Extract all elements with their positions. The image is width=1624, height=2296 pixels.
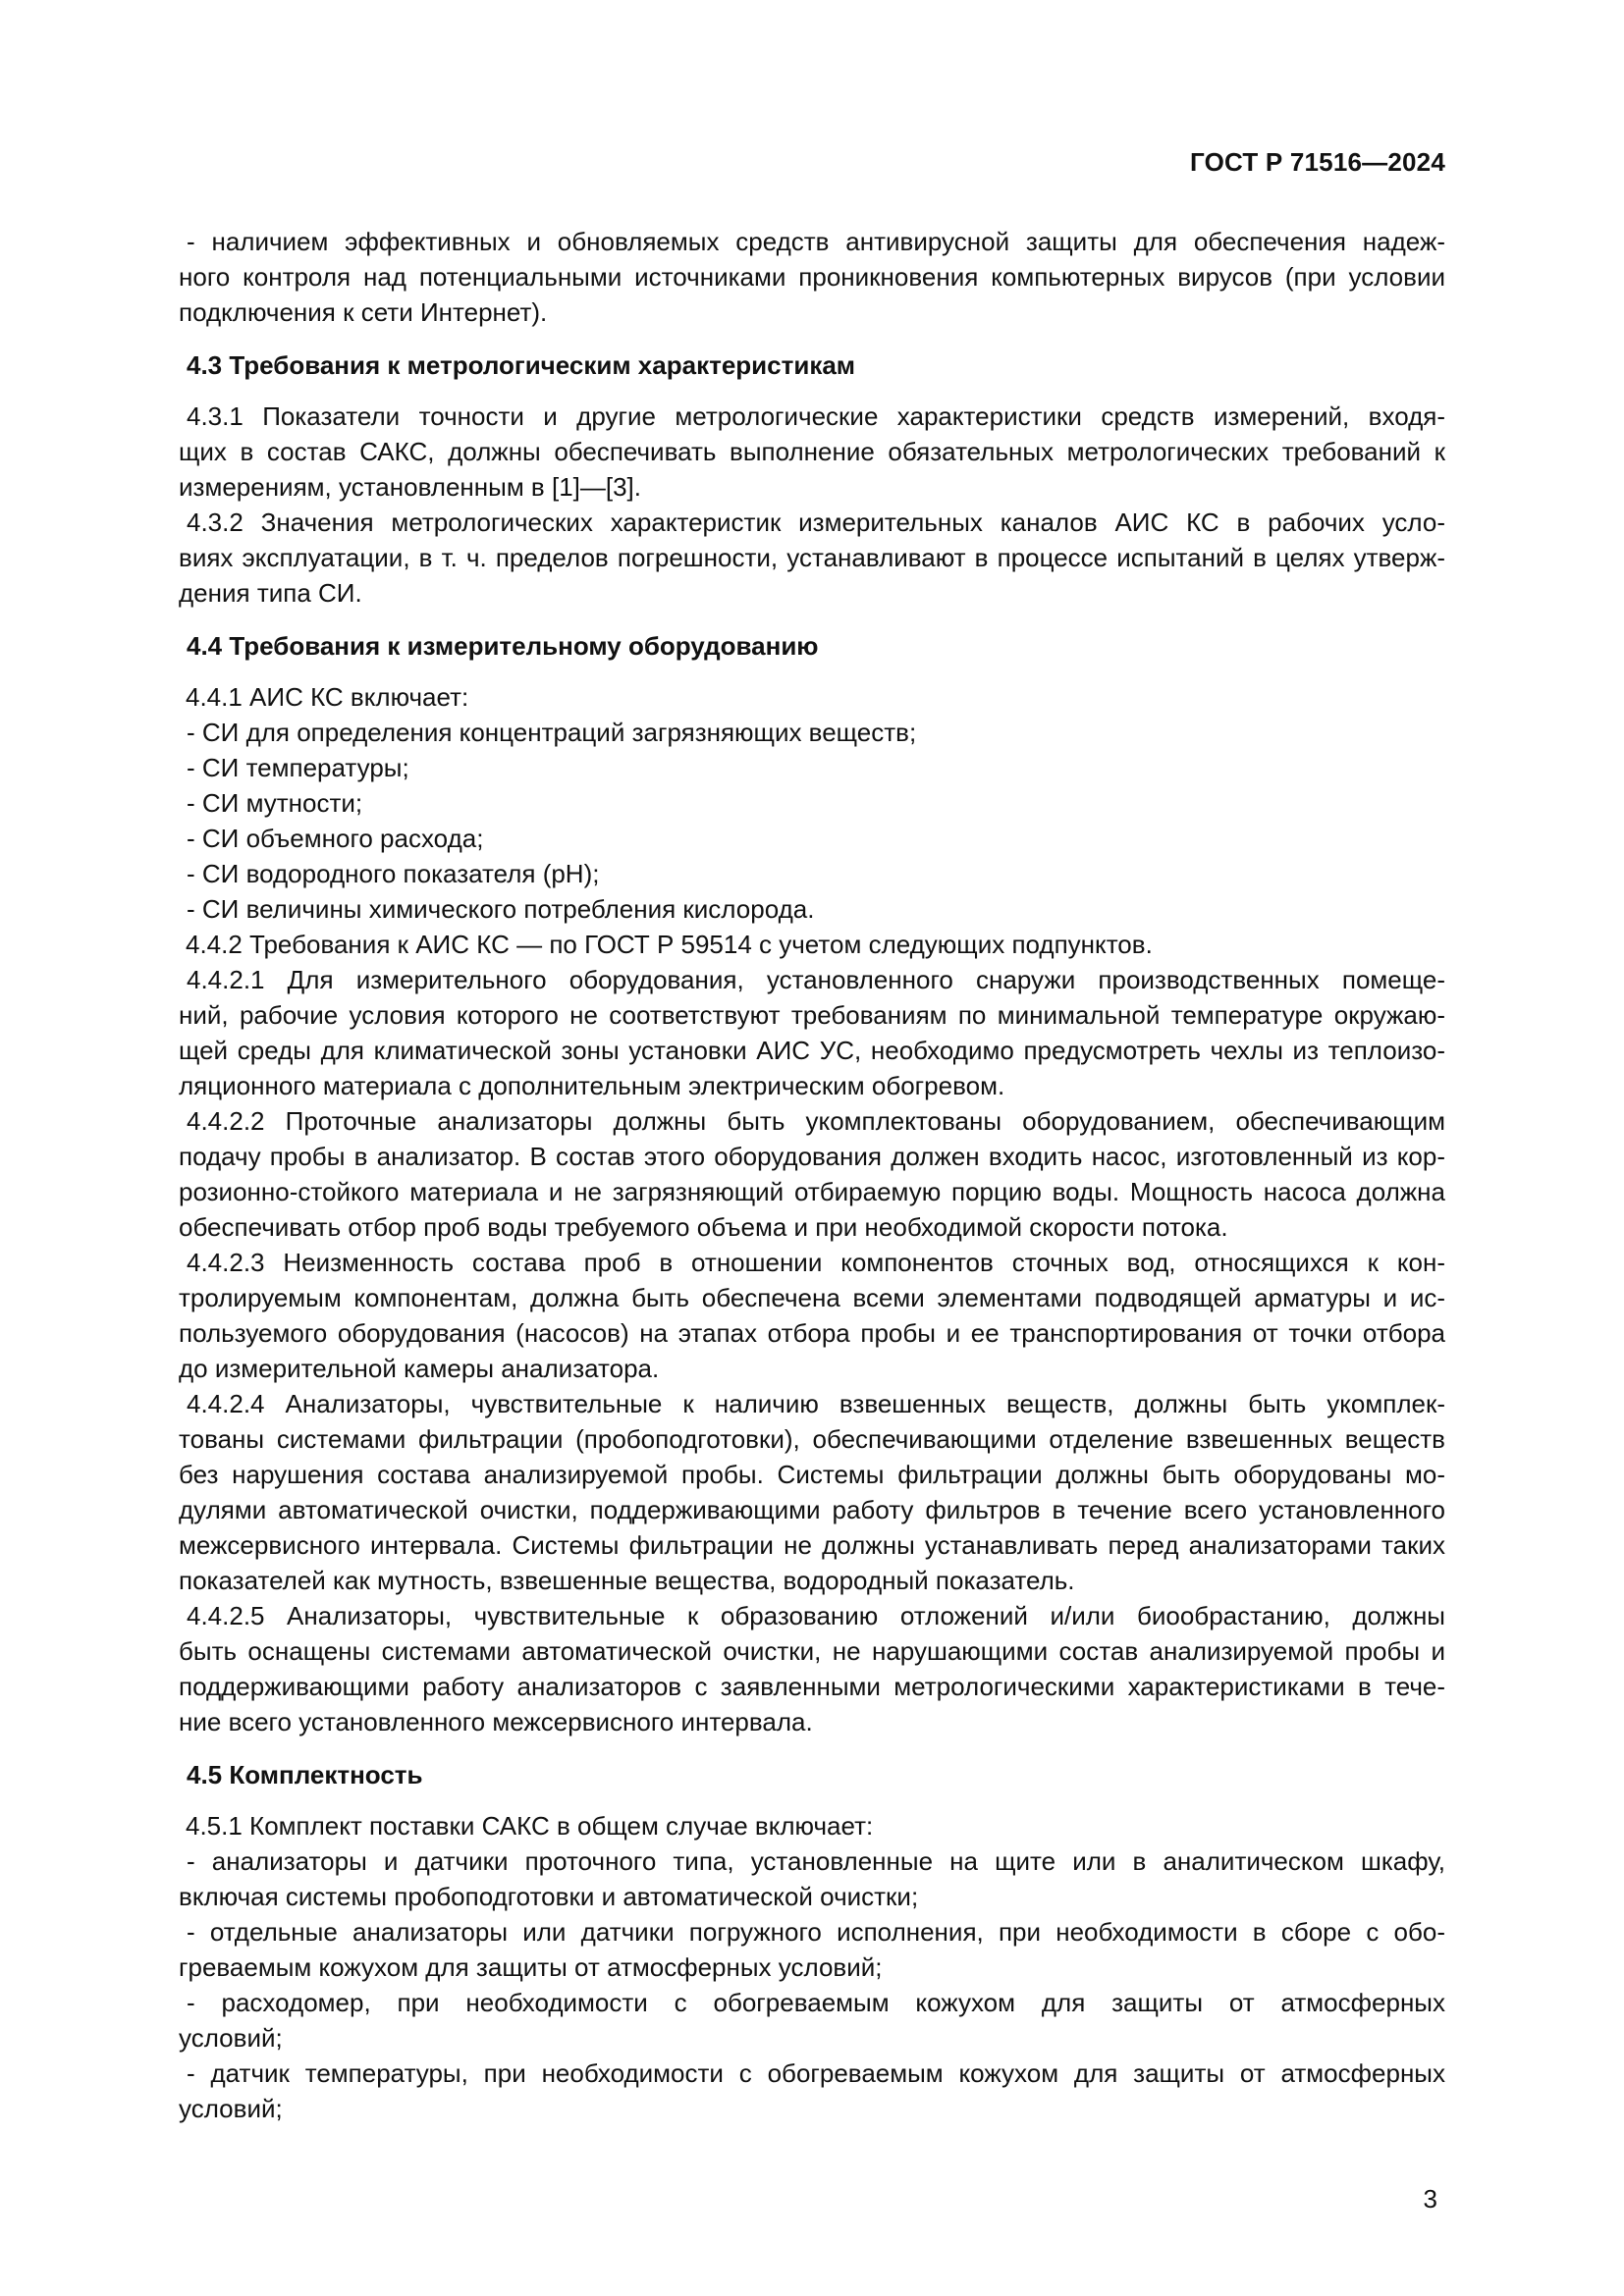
text-line: 4.4.2.2 Проточные анализаторы должны быть укомплектованы оборудованием, обеспечивающим: [187, 1106, 1445, 1136]
text-line: подключения к сети Интернет).: [179, 297, 548, 327]
text-line: включая системы пробоподготовки и автоматической очистки;: [179, 1882, 919, 1911]
text-line: условий;: [179, 2094, 283, 2123]
list-item: - СИ для определения концентраций загрязняющих веществ;: [187, 718, 917, 747]
text-line: виях эксплуатации, в т. ч. пределов погрешности, устанавливают в процессе испытаний в целях утверж-: [179, 543, 1445, 572]
text-line: быть оснащены системами автоматической очистки, не нарушающими состав анализируемой пробы и: [179, 1636, 1445, 1666]
text-line: - анализаторы и датчики проточного типа, установленные на щите или в аналитическом шкафу,: [187, 1846, 1445, 1876]
text-line: пользуемого оборудования (насосов) на этапах отбора пробы и ее транспортирования от точки отбора: [179, 1318, 1445, 1348]
text-line: ного контроля над потенциальными источниками проникновения компьютерных вирусов (при условии: [179, 262, 1445, 292]
list-item: - СИ объемного расхода;: [187, 824, 484, 853]
text-line: розионно-стойкого материала и не загрязняющий отбираемую порцию воды. Мощность насоса должна: [179, 1177, 1445, 1206]
text-line: поддерживающими работу анализаторов с заявленными метрологическими характеристиками в тече-: [179, 1672, 1445, 1701]
text-line: условий;: [179, 2023, 283, 2053]
document-number: ГОСТ Р 71516—2024: [1190, 147, 1445, 177]
list-item-flowmeter: [179, 1985, 1445, 2056]
text-line: без нарушения состава анализируемой пробы. Системы фильтрации должны быть оборудованы мо-: [179, 1460, 1445, 1489]
text-line: - отдельные анализаторы или датчики погружного исполнения, при необходимости в сборе с обо-: [187, 1917, 1445, 1947]
paragraph-4-3-2: [179, 505, 1445, 611]
text-line: ние всего установленного межсервисного интервала.: [179, 1707, 813, 1736]
paragraph-4-5-1: 4.5.1 Комплект поставки САКС в общем случае включает:: [186, 1811, 874, 1841]
text-line: 4.4.2.4 Анализаторы, чувствительные к наличию взвешенных веществ, должны быть укомплек-: [187, 1389, 1445, 1418]
text-line: щих в состав САКС, должны обеспечивать выполнение обязательных метрологических требований к: [179, 437, 1445, 466]
paragraph-4-4-2-5: [179, 1598, 1445, 1739]
list-item-flow-analyzers: [179, 1843, 1445, 1914]
list-item: - СИ величины химического потребления кислорода.: [187, 894, 815, 924]
text-line: обеспечивать отбор проб воды требуемого объема и при необходимой скорости потока.: [179, 1212, 1228, 1242]
text-line: ляционного материала с дополнительным электрическим обогревом.: [179, 1071, 1005, 1100]
text-line: греваемым кожухом для защиты от атмосферных условий;: [179, 1952, 883, 1982]
paragraph-4-4-2-2: [179, 1103, 1445, 1245]
section-heading-4-3: 4.3 Требования к метрологическим характеристикам: [187, 350, 856, 380]
text-line: 4.3.2 Значения метрологических характеристик измерительных каналов АИС КС в рабочих усло-: [187, 507, 1445, 537]
text-line: измерениям, установленным в [1]—[3].: [179, 472, 642, 502]
paragraph-4-4-2-4: [179, 1386, 1445, 1598]
text-line: - наличием эффективных и обновляемых средств антивирусной защиты для обеспечения надеж-: [187, 227, 1445, 256]
page-number: 3: [1423, 2184, 1437, 2214]
text-line: - расходомер, при необходимости с обогреваемым кожухом для защиты от атмосферных: [187, 1988, 1445, 2017]
paragraph-4-4-2: 4.4.2 Требования к АИС КС — по ГОСТ Р 59514 с учетом следующих подпунктов.: [186, 930, 1153, 959]
list-item: - СИ мутности;: [187, 788, 363, 818]
paragraph-4-4-2-3: [179, 1245, 1445, 1386]
text-line: показателей как мутность, взвешенные вещества, водородный показатель.: [179, 1566, 1075, 1595]
text-line: подачу пробы в анализатор. В состав этого оборудования должен входить насос, изготовленный из кор-: [179, 1142, 1445, 1171]
text-line: тованы системами фильтрации (пробоподготовки), обеспечивающими отделение взвешенных веществ: [179, 1424, 1445, 1454]
text-line: щей среды для климатической зоны установки АИС УС, необходимо предусмотреть чехлы из теплоизо-: [179, 1036, 1445, 1065]
document-body: [179, 224, 1445, 2126]
list-item: - СИ водородного показателя (pH);: [187, 859, 600, 888]
list-item-temperature-sensor: [179, 2056, 1445, 2126]
text-line: 4.4.2.5 Анализаторы, чувствительные к образованию отложений и/или биообрастанию, должны: [187, 1601, 1445, 1630]
text-line: - датчик температуры, при необходимости с обогреваемым кожухом для защиты от атмосферных: [187, 2058, 1445, 2088]
text-line: межсервисного интервала. Системы фильтрации не должны устанавливать перед анализаторами таких: [179, 1530, 1445, 1560]
text-line: 4.4.2.3 Неизменность состава проб в отношении компонентов сточных вод, относящихся к кон-: [187, 1248, 1445, 1277]
list-4-4-1: [179, 715, 1445, 927]
text-line: тролируемым компонентам, должна быть обеспечена всеми элементами подводящей арматуры и ис-: [179, 1283, 1445, 1312]
section-heading-4-5: 4.5 Комплектность: [187, 1760, 423, 1789]
text-line: ний, рабочие условия которого не соответствуют требованиям по минимальной температуре окружаю-: [179, 1000, 1445, 1030]
text-line: 4.3.1 Показатели точности и другие метрологические характеристики средств измерений, входя-: [187, 401, 1445, 431]
paragraph-4-4-1: 4.4.1 АИС КС включает:: [186, 682, 469, 712]
text-line: 4.4.2.1 Для измерительного оборудования, установленного снаружи производственных помеще-: [187, 965, 1445, 994]
paragraph-4-3-1: [179, 399, 1445, 505]
list-item: - СИ температуры;: [187, 753, 409, 782]
text-line: до измерительной камеры анализатора.: [179, 1354, 660, 1383]
paragraph-antivirus: [179, 224, 1445, 330]
section-heading-4-4: 4.4 Требования к измерительному оборудованию: [187, 631, 819, 661]
list-item-immersion-analyzers: [179, 1914, 1445, 1985]
paragraph-4-4-2-1: [179, 962, 1445, 1103]
text-line: дения типа СИ.: [179, 578, 362, 608]
text-line: дулями автоматической очистки, поддерживающими работу фильтров в течение всего установленного: [179, 1495, 1445, 1524]
